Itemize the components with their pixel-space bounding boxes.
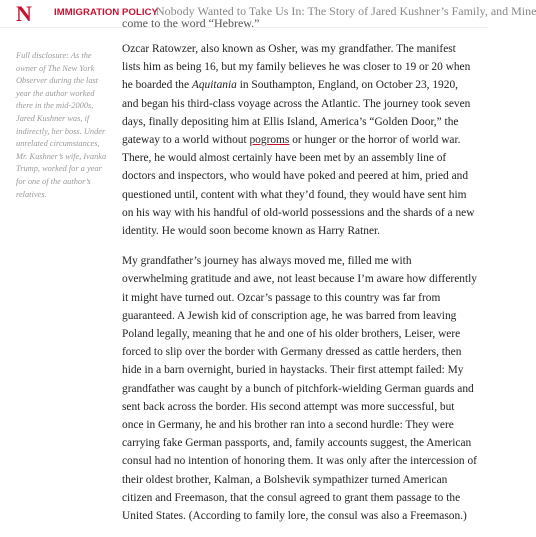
article-title: Nobody Wanted to Take Us In: The Story of Jared Kushner’s Family, and Mine (156, 4, 536, 18)
paragraph-1-text-b: in Southampton, England, on October 23, 1920, and began his third-class voyage across the Atlantic. The journey took seven days, finally depositing him at Ellis Island, America’s “Golden Door,” the gateway to a world without (122, 79, 471, 147)
paragraph-2: My grandfather’s journey has always moved me, filled me with overwhelming gratitude and awe, not least because I’m aware how differently it might have turned out. Ozcar’s passage to this country was far from guaranteed. A Jewish kid of conscription age, he was barred from leaving Poland legally, meaning that he and one of his older brothers, Leiser, were forced to slip over the border with Germany dressed as cattle herders, then hide in a barn overnight, buried in haystacks. Their first attempt failed: My grandfather was caught by a bunch of pitchfork-wielding German guards and sent back across the border. His second attempt was more successful, but once in Germany, he and his brother ran into a second hurdle: They were carrying fake German passports, and, family accounts suggest, the American consul had no intention of honoring them. It was only after the intercession of their oldest brother, Kalman, a Bolshevik sympathizer turned American citizen and Freemason, that the consul agreed to grant them passage to the United States. (According to family lore, the consul was also a Freemason.) (122, 255, 477, 523)
disclosure-note: Full disclosure: As the owner of The New York Observer during the last year the author worked there in the mid-2000s, Jared Kushner was, if indirectly, her boss. Under unrelated circumstances, Mr. Kushner’s wife, Ivanka Trump, worked for a year for one of the author’s relatives. (16, 51, 107, 199)
pogroms-link[interactable]: pogroms (249, 134, 290, 147)
cut-off-text (122, 16, 482, 30)
article-body (122, 40, 477, 537)
ship-name: Aquitania (191, 79, 237, 92)
site-logo[interactable]: N (16, 1, 32, 26)
section-label[interactable]: IMMIGRATION POLICY (54, 7, 159, 18)
paragraph-1 (122, 40, 477, 240)
paragraph-1-text-a: Ozcar Ratowzer, also known as Osher, was my grandfather. The manifest lists him as being 16, but my family believes he was closer to 19 or 20 when he boarded the (122, 43, 471, 92)
cut-off-line: come to the word “Hebrew.” (122, 16, 260, 30)
paragraph-1-text-c: or hunger or the horror of world war. There, he would almost certainly have been met by an assembly line of doctors and inspectors, who would have poked and peered at him, pried and questioned until, content with what they’d found, they would have sent him on his way with his handful of old-world possessions and the shards of a new identity. He would soon become known as Harry Ratner. (122, 134, 475, 238)
